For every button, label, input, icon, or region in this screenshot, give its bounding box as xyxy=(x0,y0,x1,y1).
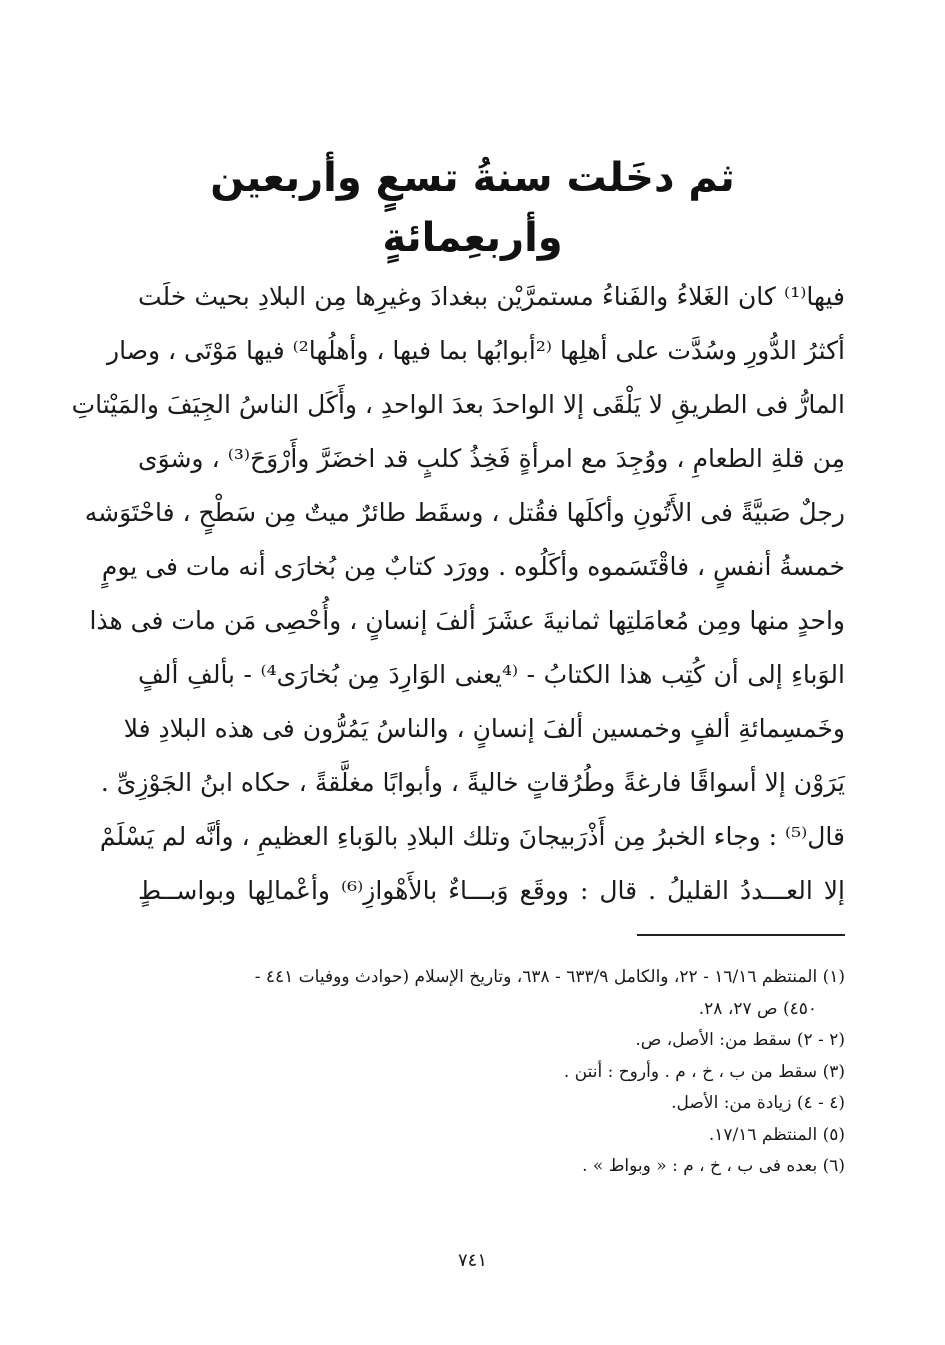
footnote-continuation: ٤٥٠) ص ٢٧، ٢٨. xyxy=(698,998,817,1019)
footnotes-block xyxy=(120,962,845,1183)
text-line: المارُّ فى الطريقِ لا يَلْقَى إلا الواحدَ بعدَ الواحدِ ، وأَكَل الناسُ الجِيَفَ والمَيْتاتِ xyxy=(71,390,845,419)
footnote: (٥) المنتظم ١٧/١٦. xyxy=(708,1124,845,1145)
text-line: قال⁽⁵⁾ : وجاء الخبرُ مِن أَذْرَبيجانَ وتلك البلادِ بالوَباءِ العظيمِ ، وأنَّه لم يَسْلَمْ xyxy=(99,822,845,851)
footnote: (٤ - ٤) زيادة من: الأصل. xyxy=(671,1093,845,1113)
text-line: فيها⁽¹⁾ كان الغَلاءُ والفَناءُ مستمرَّيْن ببغدادَ وغيرِها مِن البلادِ بحيث خلَت xyxy=(138,282,845,311)
footnote: (٣) سقط من ب ، خ ، م . وأروح : أنتن . xyxy=(563,1061,845,1082)
text-line: الوَباءِ إلى أن كُتِب هذا الكتابُ - ⁽⁴يعنى الوَارِدَ مِن بُخارَى⁴⁾ - بألفِ ألفٍ xyxy=(138,660,845,689)
chapter-title: ثم دخَلت سنةُ تسعٍ وأربعين وأربعِمائةٍ xyxy=(210,155,735,261)
text-line: واحدٍ منها ومِن مُعامَلتِها ثمانيةَ عشَرَ ألفَ إنسانٍ ، وأُحْصِى مَن مات فى هذا xyxy=(89,606,845,635)
text-line: أكثرُ الدُّورِ وسُدَّت على أهلِها ⁽²أبوابُها بما فيها ، وأهلُها²⁾ فيها مَوْتَى ، وصار xyxy=(107,336,845,365)
text-line: إلا العـــددُ القليلُ . قال : ووقَع وَبـــاءٌ بالأَهْوازِ⁽⁶⁾ وأعْمالِها وبواســطٍ xyxy=(138,876,845,905)
text-line: يَرَوْن إلا أسواقًا فارغةً وطُرُقاتٍ خاليةً ، وأبوابًا مغلَّقةً ، حكاه ابنُ الجَوْزِىِّ . xyxy=(100,768,845,797)
footnote: (٦) بعده فى ب ، خ ، م : « وبواط » . xyxy=(582,1156,845,1176)
text-line: خمسةُ أنفسٍ ، فاقْتَسَموه وأكَلُوه . وورَد كتابٌ مِن بُخارَى أنه مات فى يومٍ xyxy=(101,552,845,581)
footnote: (١) المنتظم ١٦/١٦ - ٢٢، والكامل ٦٣٣/٩ - ٦٣٨، وتاريخ الإسلام (حوادث ووفيات ٤٤١ - xyxy=(254,967,845,987)
footnote: (٢ - ٢) سقط من: الأصل، ص. xyxy=(635,1030,845,1050)
main-text-block xyxy=(71,270,846,918)
text-line: رجلٌ صَبيَّةً فى الأَتُونِ وأكلَها فقُتل ، وسقَط طائرٌ ميتٌ مِن سَطْحٍ ، فاحْتَوَشه xyxy=(84,498,845,527)
text-line: مِن قلةِ الطعامِ ، ووُجِدَ مع امرأةٍ فَخِذُ كلبٍ قد اخضَرَّ وأَرْوَحَ⁽³⁾ ، وشوَى xyxy=(138,444,846,473)
page-number: ٧٤١ xyxy=(457,1250,487,1271)
text-line: وخَمسِمائةِ ألفٍ وخمسين ألفَ إنسانٍ ، والناسُ يَمُرُّون فى هذه البلادِ فلا xyxy=(123,714,845,743)
footnote-divider xyxy=(637,934,845,936)
